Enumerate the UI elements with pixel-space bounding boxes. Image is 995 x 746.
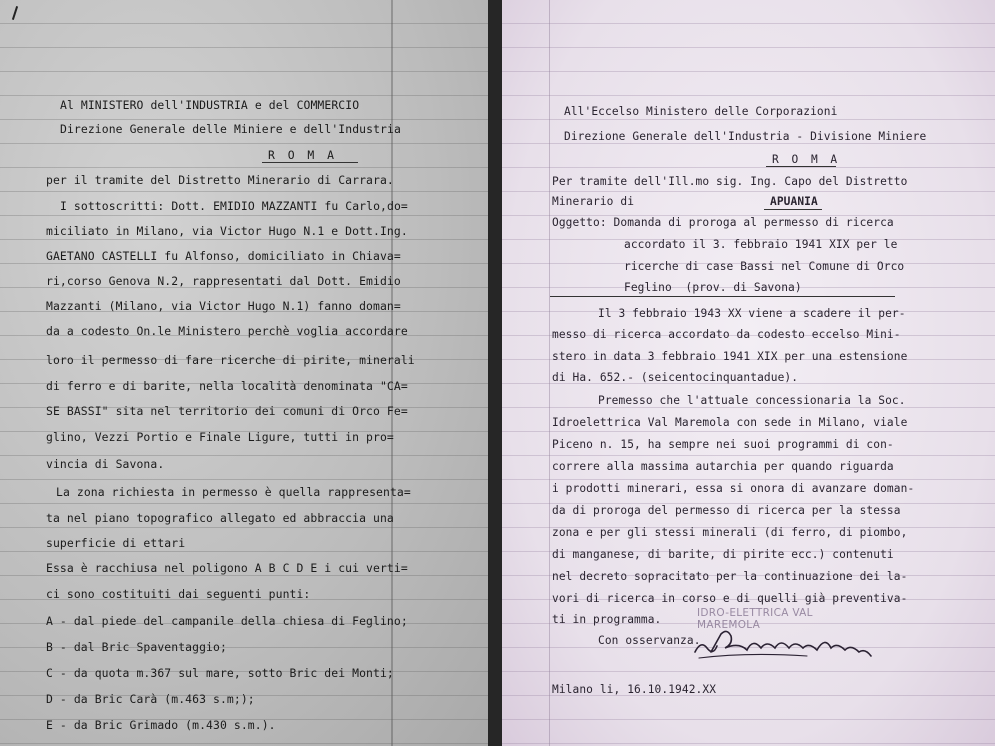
left-body-line: Essa è racchiusa nel poligono A B C D E i cui verti= <box>46 561 408 575</box>
right-body-line: i prodotti minerari, essa si onora di avanzare doman- <box>552 482 915 495</box>
right-body-line: Il 3 febbraio 1943 XX viene a scadere il per- <box>598 307 906 320</box>
right-body-line: correre alla massima autarchia per quando riguarda <box>552 460 894 473</box>
right-body-line: Minerario di <box>552 195 635 208</box>
right-body-line: Piceno n. 15, ha sempre nei suoi programmi di con- <box>552 438 894 451</box>
right-body-line: di Ha. 652.- (seicentocinquantadue). <box>552 371 799 384</box>
right-document-page <box>502 0 995 746</box>
right-body-line: da di proroga del permesso di ricerca per la stessa <box>552 504 901 517</box>
right-district-name: APUANIA <box>770 195 818 208</box>
left-city-roma: R O M A <box>268 148 338 162</box>
right-body-line: messo di ricerca accordato da codesto eccelso Mini- <box>552 328 901 341</box>
left-body-line: di ferro e di barite, nella località denominata "CA= <box>46 379 408 393</box>
right-body-line: ti in programma. <box>552 613 662 626</box>
left-point-b: B - dal Bric Spaventaggio; <box>46 640 227 654</box>
right-closing: Con osservanza. <box>598 634 701 647</box>
right-roma-underline <box>766 166 836 167</box>
page-divider <box>488 0 502 746</box>
left-body-line: Mazzanti (Milano, via Victor Hugo N.1) fanno doman= <box>46 299 401 313</box>
left-body-line: ta nel piano topografico allegato ed abbraccia una <box>46 511 394 525</box>
right-subject-underline <box>550 296 895 297</box>
left-body-line: I sottoscritti: Dott. EMIDIO MAZZANTI fu Carlo,do= <box>60 199 408 213</box>
left-address-line-1: Al MINISTERO dell'INDUSTRIA e del COMMERCIO <box>60 98 360 112</box>
right-place-date: Milano li, 16.10.1942.XX <box>552 683 717 696</box>
right-subject-line: Oggetto: Domanda di proroga al permesso di ricerca <box>552 216 894 229</box>
right-body-line: Premesso che l'attuale concessionaria la Soc. <box>598 394 906 407</box>
right-district-underline <box>764 209 822 210</box>
right-body-line: vori di ricerca in corso e di quelli già preventiva- <box>552 592 908 605</box>
left-body-line: per il tramite del Distretto Minerario di Carrara. <box>46 173 394 187</box>
left-body-line: da a codesto On.le Ministero perchè voglia accordare <box>46 324 408 338</box>
left-body-line: La zona richiesta in permesso è quella rappresenta= <box>56 485 411 499</box>
left-roma-underline <box>262 162 358 163</box>
right-body-line: Idroelettrica Val Maremola con sede in Milano, viale <box>552 416 908 429</box>
right-body-line: stero in data 3 febbraio 1941 XIX per una estensione <box>552 350 908 363</box>
stamp-text: IDRO-ELETTRICA VAL MAREMOLA <box>697 607 813 631</box>
left-body-line: loro il permesso di fare ricerche di pirite, minerali <box>46 353 415 367</box>
left-point-e: E - da Bric Grimado (m.430 s.m.). <box>46 718 276 732</box>
left-body-line: miciliato in Milano, via Victor Hugo N.1 e Dott.Ing. <box>46 224 408 238</box>
left-body-line: SE BASSI" sita nel territorio dei comuni di Orco Fe= <box>46 404 408 418</box>
left-document-page <box>0 0 488 746</box>
right-address-line-1: All'Eccelso Ministero delle Corporazioni <box>564 105 838 118</box>
right-body-line: nel decreto sopracitato per la continuazione dei la- <box>552 570 908 583</box>
right-address-line-2: Direzione Generale dell'Industria - Divisione Miniere <box>564 130 927 143</box>
left-body-line: ri,corso Genova N.2, rappresentati dal Dott. Emidio <box>46 274 401 288</box>
right-subject-line: accordato il 3. febbraio 1941 XIX per le <box>624 238 898 251</box>
left-body-line: vincia di Savona. <box>46 457 165 471</box>
left-point-c: C - da quota m.367 sul mare, sotto Bric dei Monti; <box>46 666 394 680</box>
left-body-line: glino, Vezzi Portio e Finale Ligure, tutti in pro= <box>46 430 394 444</box>
pen-mark <box>12 6 18 20</box>
right-body-line: zona e per gli stessi minerali (di ferro, di piombo, <box>552 526 908 539</box>
right-subject-line: Feglino (prov. di Savona) <box>624 281 802 294</box>
left-body-line: ci sono costituiti dai seguenti punti: <box>46 587 311 601</box>
signature-image <box>687 622 887 664</box>
right-body-line: di manganese, di barite, di pirite ecc.) contenuti <box>552 548 894 561</box>
left-address-line-2: Direzione Generale delle Miniere e dell'Industria <box>60 122 401 136</box>
left-point-a: A - dal piede del campanile della chiesa di Feglino; <box>46 614 408 628</box>
left-point-d: D - da Bric Carà (m.463 s.m;); <box>46 692 255 706</box>
right-body-line: Per tramite dell'Ill.mo sig. Ing. Capo del Distretto <box>552 175 908 188</box>
right-subject-line: ricerche di case Bassi nel Comune di Orco <box>624 260 905 273</box>
right-city-roma: R O M A <box>772 153 841 166</box>
left-body-line: superficie di ettari <box>46 536 186 550</box>
left-body-line: GAETANO CASTELLI fu Alfonso, domiciliato in Chiava= <box>46 249 401 263</box>
